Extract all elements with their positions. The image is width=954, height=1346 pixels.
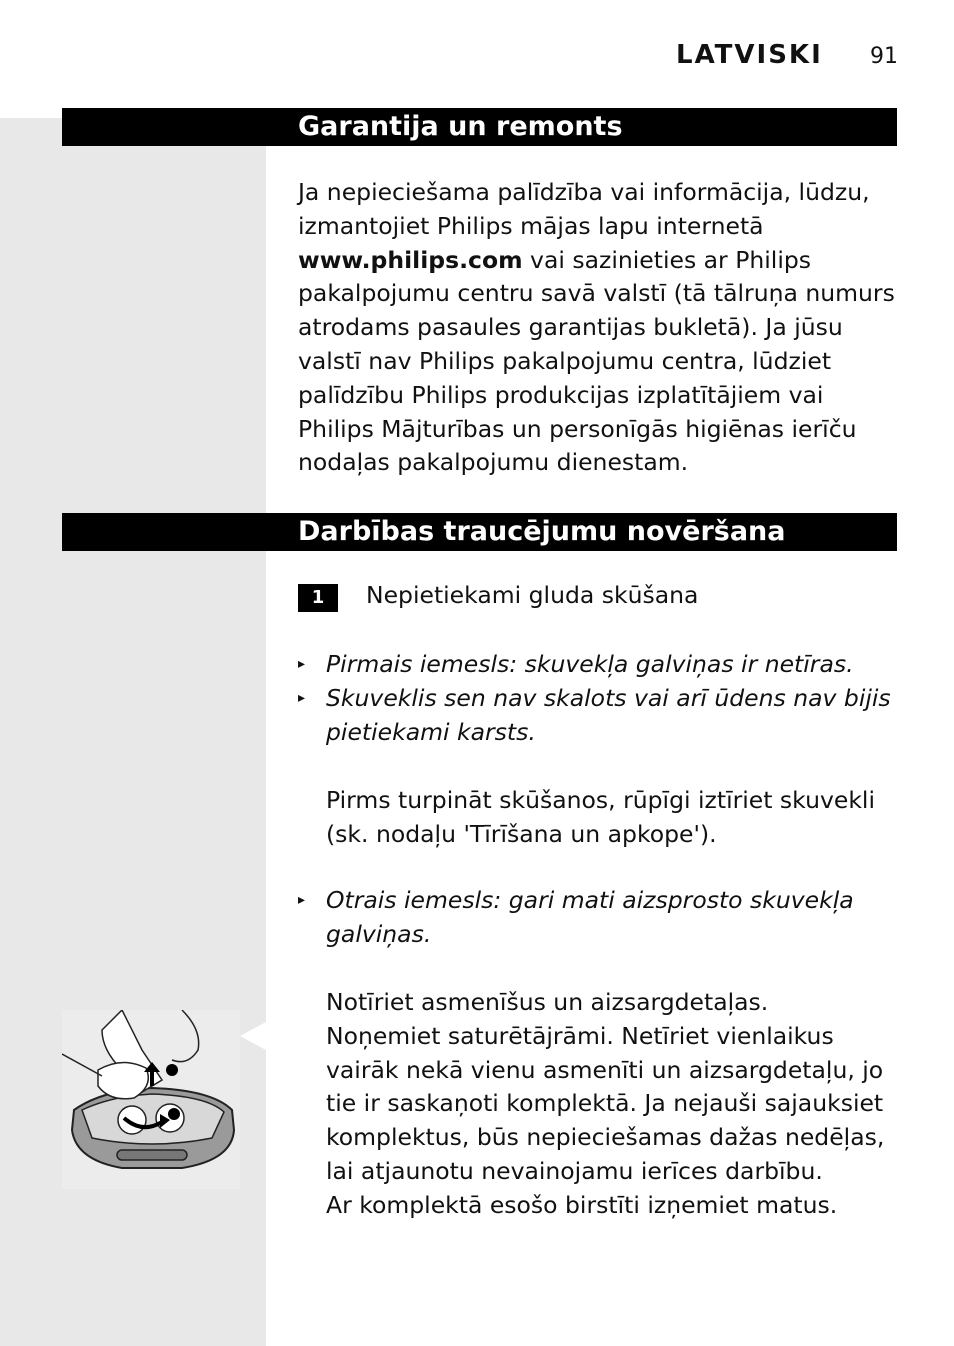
section-title: Garantija un remonts (298, 111, 623, 142)
cause-item (298, 648, 898, 682)
remedy-text: Pirms turpināt skūšanos, rūpīgi iztīriet skuvekli (sk. nodaļu 'Tīrīšana un apkope'). (326, 786, 875, 848)
triangle-bullet-icon: ▸ (298, 656, 306, 672)
cause-text: Otrais iemesls: gari mati aizsprosto skuvekļa galviņas. (326, 886, 854, 948)
page-number: 91 (870, 44, 898, 69)
remedy-line: Noņemiet saturētājrāmi. Netīriet vienlaikus vairāk nekā vienu asmenīti un aizsargdetaļu, jo tie ir saskaņoti komplektā. Ja nejauši sajauksiet komplektus, būs nepieciešamas dažas nedēļas, lai atjaunotu nevainojamu ierīces darbību. (326, 1021, 885, 1185)
triangle-bullet-icon: ▸ (298, 892, 306, 908)
cause-item (298, 884, 898, 952)
step-number-badge: 1 (298, 584, 338, 612)
website-link[interactable]: www.philips.com (298, 245, 523, 274)
paragraph-text-end: vai sazinieties ar Philips pakalpojumu centru savā valstī (tā tālruņa numurs atrodams pasaules garantijas bukletā). Ja jūsu valstī nav Philips pakalpojumu centra, lūdziet palīdzību Philips produkcijas izplatītājiem vai Philips Mājturības un personīgās higiēnas ierīču nodaļas pakalpojumu dienestam. (298, 245, 895, 477)
remedy-line: Ar komplektā esošo birstīti izņemiet matus. (326, 1190, 838, 1219)
section-title: Darbības traucējumu novēršana (298, 516, 786, 547)
cause-item (298, 682, 898, 750)
shaver-illustration-icon (62, 1010, 240, 1189)
section-header-warranty (62, 108, 897, 146)
paragraph-text-start: Ja nepieciešama palīdzība vai informācija, lūdzu, izmantojiet Philips mājas lapu internetā (298, 178, 870, 240)
remedy-line: Notīriet asmenīšus un aizsargdetaļas. (326, 988, 769, 1016)
remedy-text-block (326, 986, 901, 1223)
language-label: LATVISKI (676, 40, 823, 70)
triangle-bullet-icon: ▸ (298, 690, 306, 706)
shaver-head-cleaning-illustration (62, 1010, 240, 1189)
illustration-pointer (240, 1022, 266, 1050)
problem-title: Nepietiekami gluda skūšana (366, 581, 699, 609)
cause-text: Pirmais iemesls: skuvekļa galviņas ir netīras. (326, 650, 854, 678)
warranty-paragraph (298, 176, 898, 480)
section-header-troubleshooting (62, 513, 897, 551)
cause-text: Skuveklis sen nav skalots vai arī ūdens nav bijis pietiekami karsts. (326, 684, 891, 746)
